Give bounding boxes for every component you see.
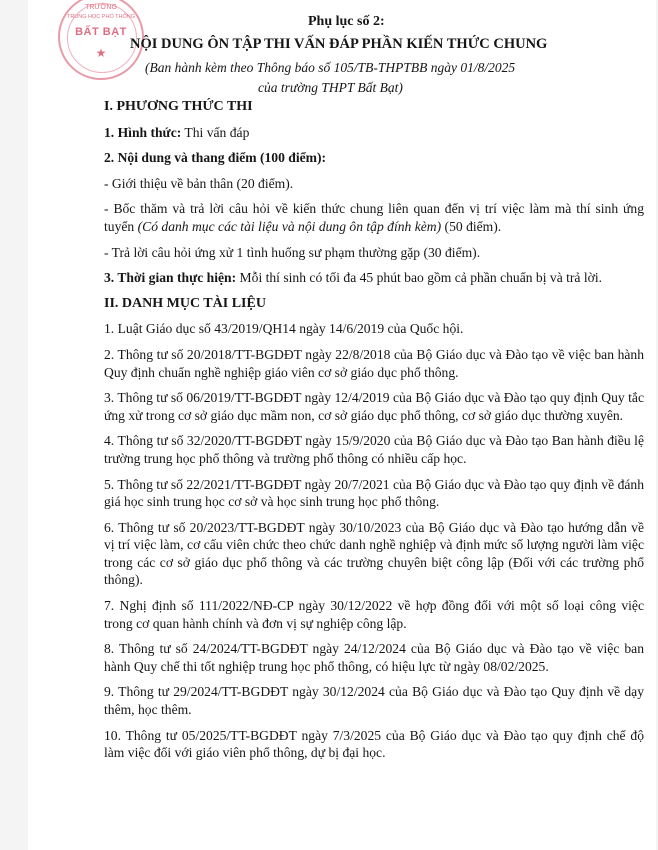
doc-list-item-6: 6. Thông tư số 20/2023/TT-BGDĐT ngày 30/10/2023 của Bộ Giáo dục và Đào tạo hướng dẫn về vị trí việc làm, cơ cấu viên chức theo chức danh nghề nghiệp và định mức số lượng người làm việc trong các cơ sở giáo dục phổ thông và các trường chuyên biệt công lập (Đối với các trường phổ thông). — [104, 519, 644, 588]
document-title: NỘI DUNG ÔN TẬP THI VẤN ĐÁP PHẦN KIẾN THỨC CHUNG — [130, 36, 548, 52]
seal-star-icon: ★ — [95, 46, 107, 60]
document-subtitle-2: của trường THPT Bất Bạt) — [258, 80, 403, 95]
doc-list-item-10: 10. Thông tư 05/2025/TT-BGDĐT ngày 7/3/2025 của Bộ Giáo dục và Đào tạo quy định chế độ làm việc đối với giáo viên phổ thông, dự bị đại học. — [104, 727, 644, 761]
exam-time — [104, 269, 644, 287]
content-label: 2. Nội dung và thang điểm (100 điểm): — [104, 150, 327, 166]
doc-list-item-5: 5. Thông tư số 22/2021/TT-BGDĐT ngày 20/7/2021 của Bộ Giáo dục và Đào tạo quy định về đánh giá học sinh trung học cơ sở và học sinh trung học phổ thông. — [104, 476, 644, 510]
seal-line-1: TRƯỜNG — [85, 4, 117, 11]
doc-list-item-1: 1. Luật Giáo dục số 43/2019/QH14 ngày 14/6/2019 của Quốc hội. — [104, 321, 464, 337]
document-body — [104, 98, 644, 762]
doc-list-item-4: 4. Thông tư số 32/2020/TT-BGDĐT ngày 15/9/2020 của Bộ Giáo dục và Đào tạo Ban hành điều lệ trường trung học phổ thông và trường phổ thông có nhiều cấp học. — [104, 433, 644, 466]
content-heading — [104, 149, 644, 167]
doc-list-item-8: 8. Thông tư số 24/2024/TT-BGDĐT ngày 24/12/2024 của Bộ Giáo dục và Đào tạo về việc ban hành Quy chế thi tốt nghiệp trung học phổ thông, có hiệu lực từ ngày 08/02/2025. — [104, 641, 644, 674]
doc-list-item-7: 7. Nghị định số 111/2022/NĐ-CP ngày 30/12/2022 về hợp đồng đối với một số loại công việc trong cơ quan hành chính và đơn vị sự nghiệp công lập. — [104, 598, 644, 631]
exam-form — [104, 124, 644, 142]
content-item-2-text: - Bốc thăm và trả lời câu hỏi về kiến thức chung liên quan đến vị trí việc làm mà thí sinh ứng tuyển — [104, 201, 644, 234]
exam-form-value: Thi vấn đáp — [181, 124, 250, 140]
content-item-1: - Giới thiệu về bản thân (20 điểm). — [104, 175, 294, 191]
content-item-2-note: (Có danh mục các tài liệu và nội dung ôn tập đính kèm) — [137, 218, 442, 234]
section-1-heading: I. PHƯƠNG THỨC THI — [104, 99, 253, 114]
exam-form-label: 1. Hình thức: — [104, 124, 182, 140]
exam-time-value: Mỗi thí sinh có tối đa 45 phút bao gồm cả phần chuẩn bị và trả lời. — [236, 270, 602, 286]
document-subtitle-1: (Ban hành kèm theo Thông báo số 105/TB-THPTBB ngày 01/8/2025 — [145, 60, 516, 75]
appendix-label: Phụ lục số 2: — [308, 14, 385, 29]
content-item-2-points: (50 điểm). — [441, 218, 502, 234]
seal-line-2: TRUNG HỌC PHỔ THÔNG — [66, 14, 136, 20]
doc-list-item-3: 3. Thông tư số 06/2019/TT-BGDĐT ngày 12/4/2019 của Bộ Giáo dục và Đào tạo quy định Quy tắc ứng xử trong cơ sở giáo dục mầm non, cơ sở giáo dục phổ thông, cơ sở giáo dục thường xuyên. — [104, 390, 644, 423]
seal-school-name: BẤT BẠT — [75, 26, 127, 38]
section-2-heading: II. DANH MỤC TÀI LIỆU — [104, 295, 266, 311]
content-item-2 — [104, 200, 644, 235]
exam-time-label: 3. Thời gian thực hiện: — [104, 270, 237, 286]
doc-list-item-9: 9. Thông tư 29/2024/TT-BGDĐT ngày 30/12/2024 của Bộ Giáo dục và Đào tạo Quy định về dạy thêm, học thêm. — [104, 684, 644, 718]
content-item-3: - Trả lời câu hỏi ứng xử 1 tình huống sư phạm thường gặp (30 điểm). — [104, 244, 481, 260]
doc-list-item-2: 2. Thông tư số 20/2018/TT-BGDĐT ngày 22/8/2018 của Bộ Giáo dục và Đào tạo về việc ban hành Quy định chuẩn nghề nghiệp giáo viên cơ sở giáo dục phổ thông. — [104, 346, 644, 380]
